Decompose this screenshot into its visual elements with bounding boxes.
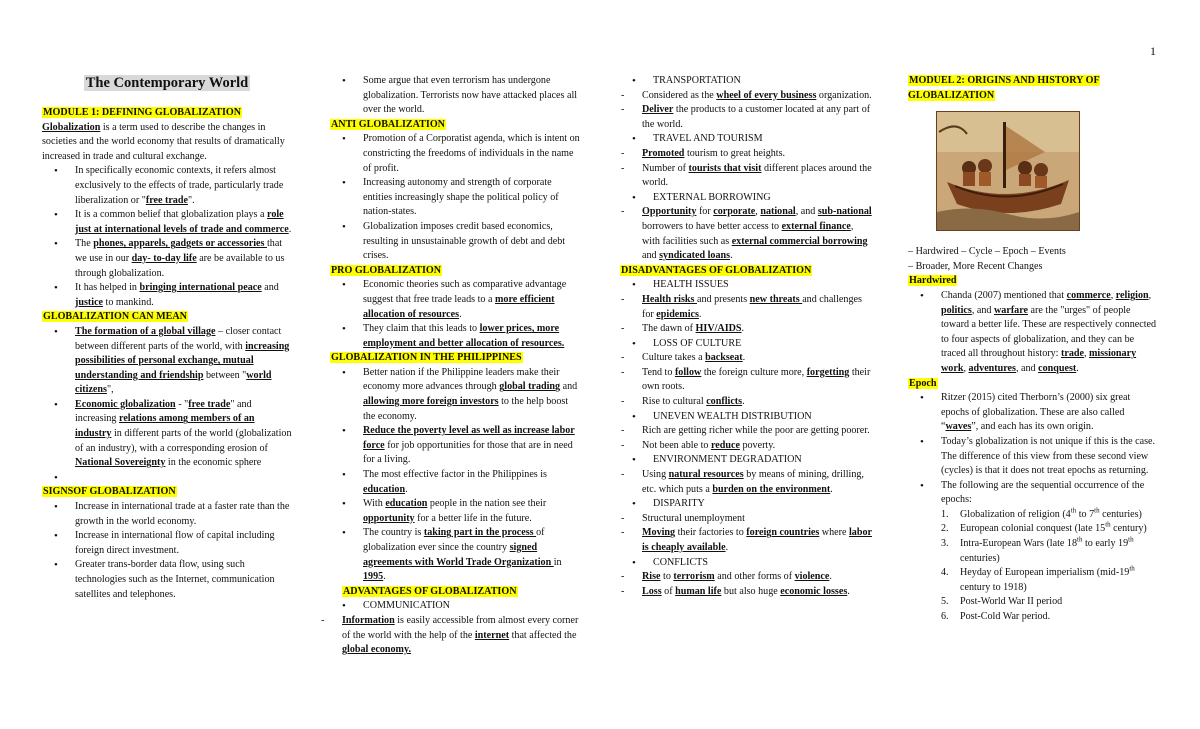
sub-heading-travel: • TRAVEL AND TOURISM <box>620 132 872 147</box>
list-item: - Not been able to reduce poverty. <box>620 439 872 454</box>
list-item: • Today’s globalization is not unique if this is the case. The difference of this view from these second view (cycles) is that it does not treat epochs as returning. <box>908 435 1160 479</box>
list-item: • The phones, apparels, gadgets or accessories that we use in our day- to-day life are be available to us through globalization. <box>42 237 292 281</box>
list-item: - Using natural resources by means of mining, drilling, etc. which puts a burden on the environment. <box>620 468 872 497</box>
topic-line: – Broader, More Recent Changes <box>908 260 1043 272</box>
list-item: • Some argue that even terrorism has undergone globalization. Terrorists now have attacked places all over the world. <box>330 74 580 118</box>
list-item: • The formation of a global village – closer contact between different parts of the world, with increasing possibilities of personal exchange, mutual understanding and friendship between "world citizens", <box>42 325 292 398</box>
sub-heading-conflicts: • CONFLICTS <box>620 556 872 571</box>
epoch-item: 5. Post-World War II period <box>941 596 1063 608</box>
module-2-heading: MODUEL 2: ORIGINS AND HISTORY OF GLOBALIZATION <box>908 75 1100 101</box>
list-item: • Reduce the poverty level as well as increase labor force for job opportunities for those that are in need for a living. <box>330 424 580 468</box>
list-item: - Culture takes a backseat. <box>620 351 872 366</box>
list-item: • With education people in the nation see their opportunity for a better life in the future. <box>330 497 580 526</box>
historical-ship-painting-image <box>936 111 1080 231</box>
list-item: - Number of tourists that visit different places around the world. <box>620 162 872 191</box>
epoch-item: 1. Globalization of religion (4th to 7th centuries) <box>941 506 1142 520</box>
sub-heading-communication: • COMMUNICATION <box>330 599 580 614</box>
list-item: - Opportunity for corporate, national, and sub-national borrowers to have better access to external finance, with facilities such as external commercial borrowing and syndicated loans. <box>620 205 872 263</box>
list-item: • Promotion of a Corporatist agenda, which is intent on constricting the freedoms of individuals in the name of profit. <box>330 132 580 176</box>
column-4 <box>908 74 1160 625</box>
sub-heading-wealth: • UNEVEN WEALTH DISTRIBUTION <box>620 410 872 425</box>
epoch-heading: Epoch <box>909 377 937 389</box>
list-item: - Rise to terrorism and other forms of violence. <box>620 570 872 585</box>
list-item: - Moving their factories to foreign countries where labor is cheaply available. <box>620 526 872 555</box>
hardwired-heading: Hardwired <box>909 275 957 287</box>
list-item: - Tend to follow the foreign culture more, forgetting their own roots. <box>620 366 872 395</box>
column-2 <box>330 74 580 658</box>
list-item: - Loss of human life but also huge economic losses. <box>620 585 872 600</box>
column-1 <box>42 74 292 602</box>
philippines-heading: GLOBALIZATION IN THE PHILIPPINES <box>331 352 522 364</box>
list-item: - The dawn of HIV/AIDS. <box>620 322 872 337</box>
disadvantages-heading: DISADVANTAGES OF GLOBALIZATION <box>621 264 812 276</box>
column-3 <box>620 74 872 599</box>
document-title: The Contemporary World <box>85 75 249 91</box>
epoch-item: 2. European colonial conquest (late 15th century) <box>941 521 1147 535</box>
list-item: - Structural unemployment <box>620 512 872 527</box>
list-item: • Increase in international trade at a faster rate than the growth in the world economy. <box>42 500 292 529</box>
list-item: • Economic globalization - "free trade" and increasing relations among members of an industry in different parts of the world (globalization of an industry), with a corresponding erosion of National Sovereignty in the economic sphere <box>42 398 292 471</box>
epoch-list <box>908 508 1160 625</box>
list-item: • Greater trans-border data flow, using such technologies such as the Internet, communication satellites and telephones. <box>42 558 292 602</box>
epoch-item: 3. Intra-European Wars (late 18th to early 19th centuries) <box>941 535 1134 564</box>
sub-heading-external-borrowing: • EXTERNAL BORROWING <box>620 191 872 206</box>
list-item: • It has helped in bringing international peace and justice to mankind. <box>42 281 292 310</box>
list-item: • Economic theories such as comparative advantage suggest that free trade leads to a more efficient allocation of resources. <box>330 278 580 322</box>
epoch-item: 4. Heyday of European imperialism (mid-19th century to 1918) <box>941 564 1135 593</box>
list-item: • Increasing autonomy and strength of corporate entities increasingly shape the political policy of nation-states. <box>330 176 580 220</box>
list-item: • The most effective factor in the Philippines is education. <box>330 468 580 497</box>
advantages-heading: ADVANTAGES OF GLOBALIZATION <box>343 585 517 597</box>
can-mean-heading: GLOBALIZATION CAN MEAN <box>43 311 187 323</box>
list-item: • The following are the sequential occurrence of the epochs: <box>908 479 1160 508</box>
module-1-heading: MODULE 1: DEFINING GLOBALIZATION <box>43 107 242 118</box>
epoch-item: 6. Post-Cold War period. <box>941 611 1051 623</box>
list-item: • They claim that this leads to lower prices, more employment and better allocation of resources. <box>330 322 580 351</box>
list-item: - Rise to cultural conflicts. <box>620 395 872 410</box>
list-item: • Ritzer (2015) cited Therborn’s (2000) six great epochs of globalization. These are also called “waves”, and each has its own origin. <box>908 391 1160 435</box>
signs-heading: SIGNSOF GLOBALIZATION <box>43 486 176 498</box>
list-item: - Information is easily accessible from almost every corner of the world with the help of the internet that affected the global economy. <box>320 614 580 658</box>
sub-heading-transportation: • TRANSPORTATION <box>620 74 872 89</box>
list-item: • Globalization imposes credit based economics, resulting in unsustainable growth of debt and debt crises. <box>330 220 580 264</box>
list-item: - Deliver the products to a customer located at any part of the world. <box>620 103 872 132</box>
sub-heading-disparity: • DISPARITY <box>620 497 872 512</box>
topic-line: – Hardwired – Cycle – Epoch – Events <box>908 246 1066 258</box>
list-item: • The country is taking part in the process of globalization ever since the country signed agreements with World Trade Organization in 1995. <box>330 526 580 584</box>
list-item: • In specifically economic contexts, it refers almost exclusively to the effects of trade, particularly trade liberalization or "free trade". <box>42 164 292 208</box>
pro-globalization-heading: PRO GLOBALIZATION <box>331 264 442 276</box>
sub-heading-health: • HEALTH ISSUES <box>620 278 872 293</box>
list-item: - Health risks and presents new threats and challenges for epidemics. <box>620 293 872 322</box>
sub-heading-environment: • ENVIRONMENT DEGRADATION <box>620 453 872 468</box>
list-item: • Better nation if the Philippine leaders make their economy more advances through global trading and allowing more foreign investors to the help boost the economy. <box>330 366 580 424</box>
sub-heading-culture: • LOSS OF CULTURE <box>620 337 872 352</box>
list-item: - Rich are getting richer while the poor are getting poorer. <box>620 424 872 439</box>
page-number: 1 <box>1150 44 1156 58</box>
empty-list-item <box>42 471 292 486</box>
intro-paragraph: Globalization is a term used to describe the changes in societies and the world economy that results of dramatically increased in trade and cultural exchange. <box>42 121 285 162</box>
list-item: - Promoted tourism to great heights. <box>620 147 872 162</box>
list-item: • Increase in international flow of capital including foreign direct investment. <box>42 529 292 558</box>
anti-globalization-heading: ANTI GLOBALIZATION <box>331 118 445 130</box>
list-item: • It is a common belief that globalization plays a role just at international levels of trade and commerce. <box>42 208 292 237</box>
list-item: - Considered as the wheel of every business organization. <box>620 89 872 104</box>
list-item: • Chanda (2007) mentioned that commerce, religion, politics, and warfare are the "urges" of people toward a better life. These are respectively connected to four aspects of globalization, and they can be traced all throughout history: trade, missionary work, adventures, and conquest. <box>908 289 1160 377</box>
